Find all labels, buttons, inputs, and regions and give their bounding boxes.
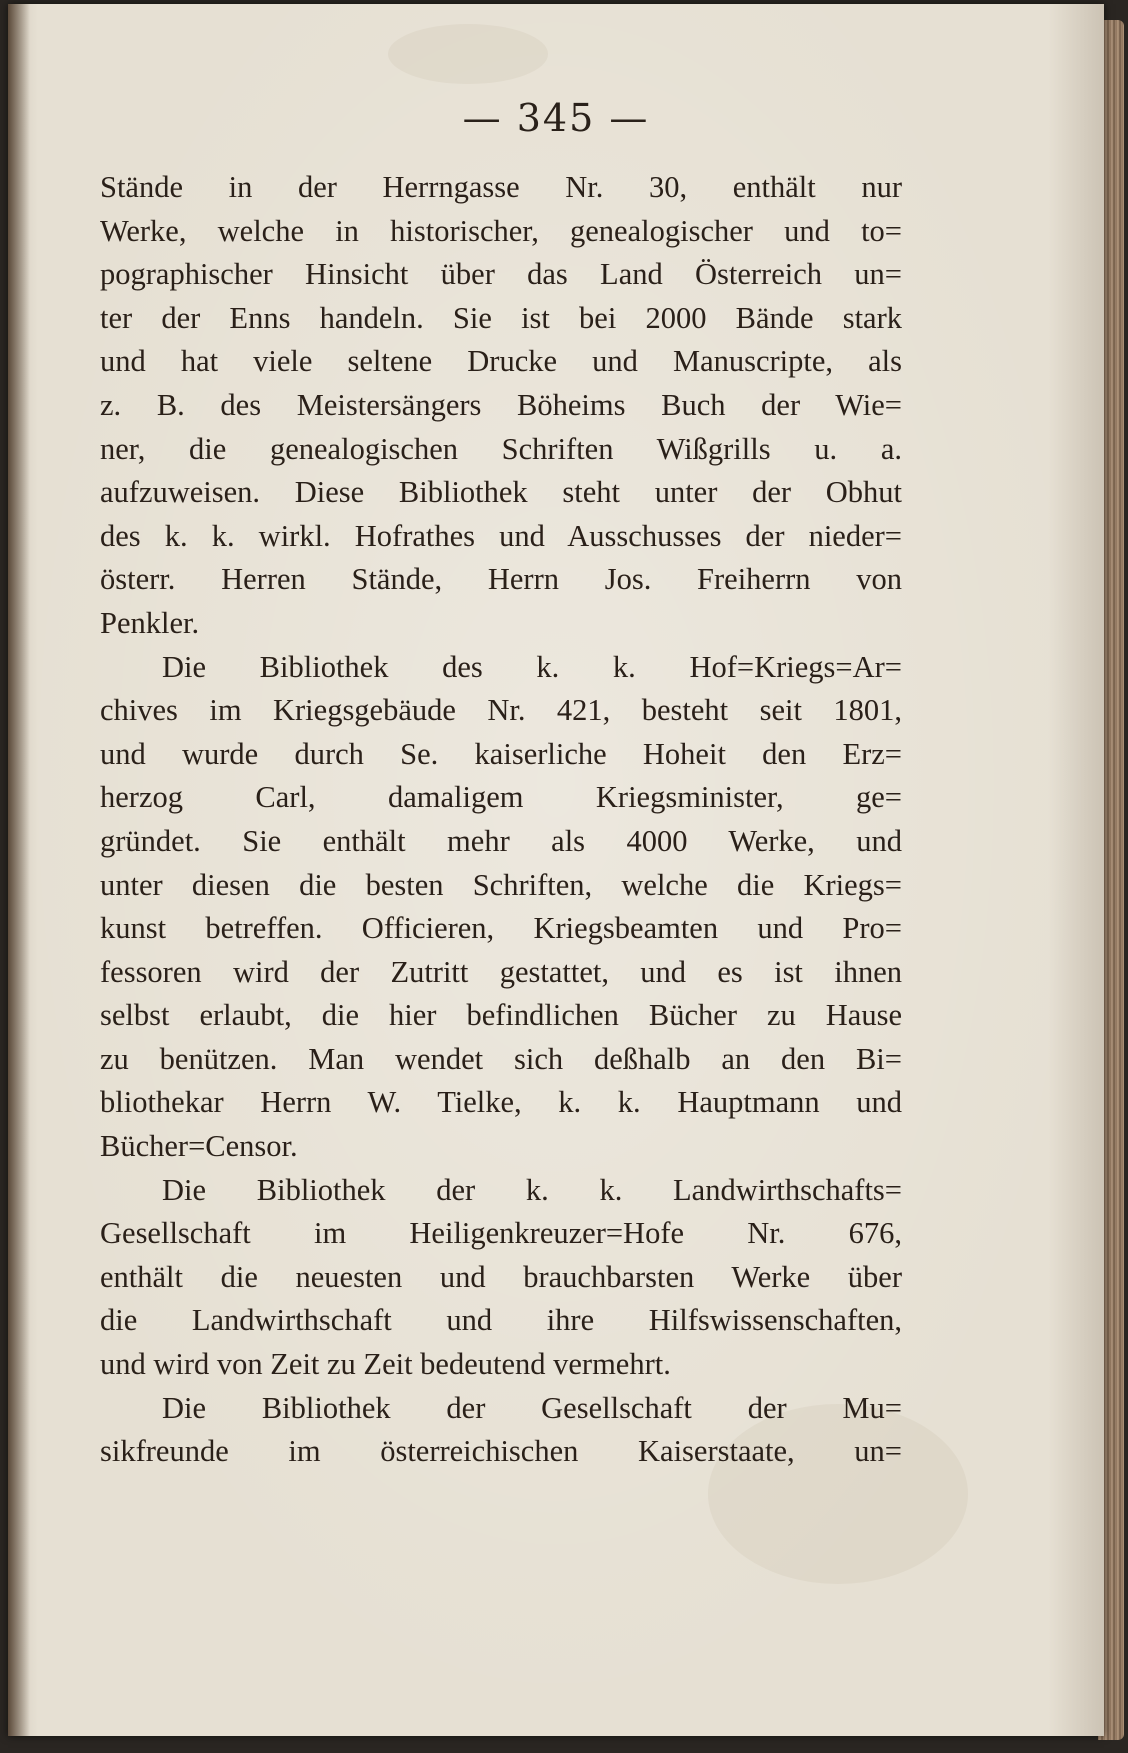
text-line: selbst erlaubt, die hier befindlichen Bücher zu Hause (100, 998, 902, 1033)
text-line: und hat viele seltene Drucke und Manuscripte, als (100, 344, 902, 379)
book-page (8, 4, 1104, 1736)
text-line: zu benützen. Man wendet sich deßhalb an den Bi= (100, 1041, 902, 1076)
text-line: Die Bibliothek des k. k. Hof=Kriegs=Ar= (162, 649, 902, 684)
body-text (100, 166, 902, 1474)
text-line: Die Bibliothek der Gesellschaft der Mu= (162, 1390, 902, 1425)
text-line: gründet. Sie enthält mehr als 4000 Werke, und (100, 823, 902, 858)
text-line: österr. Herren Stände, Herrn Jos. Freiherrn von (100, 562, 902, 597)
text-line: ner, die genealogischen Schriften Wißgrills u. a. (100, 431, 902, 466)
text-line: Die Bibliothek der k. k. Landwirthschafts= (162, 1172, 902, 1207)
text-line: und wird von Zeit zu Zeit bedeutend vermehrt. (100, 1347, 671, 1382)
text-line: herzog Carl, damaligem Kriegsminister, ge= (100, 780, 902, 815)
text-line: ter der Enns handeln. Sie ist bei 2000 Bände stark (100, 300, 902, 335)
paper-stain (388, 24, 548, 84)
spine-shadow (8, 4, 30, 1736)
text-line: kunst betreffen. Officieren, Kriegsbeamten und Pro= (100, 911, 902, 946)
page-number: — 345 — (462, 96, 650, 140)
text-line: Stände in der Herrngasse Nr. 30, enthält nur (100, 170, 902, 204)
text-line: und wurde durch Se. kaiserliche Hoheit den Erz= (100, 736, 902, 771)
text-line: unter diesen die besten Schriften, welche die Kriegs= (100, 867, 902, 902)
text-line: enthält die neuesten und brauchbarsten Werke über (100, 1259, 902, 1294)
text-line: die Landwirthschaft und ihre Hilfswissenschaften, (100, 1303, 902, 1338)
text-line: chives im Kriegsgebäude Nr. 421, besteht seit 1801, (100, 693, 902, 728)
text-line: Penkler. (100, 605, 200, 640)
text-line: sikfreunde im österreichischen Kaiserstaate, un= (100, 1434, 902, 1469)
text-line: pographischer Hinsicht über das Land Österreich un= (100, 257, 902, 292)
text-line: Gesellschaft im Heiligenkreuzer=Hofe Nr. 676, (100, 1216, 902, 1251)
text-line: z. B. des Meistersängers Böheims Buch der Wie= (100, 387, 902, 422)
text-line: des k. k. wirkl. Hofrathes und Ausschusses der nieder= (100, 518, 902, 553)
text-line: bliothekar Herrn W. Tielke, k. k. Hauptmann und (100, 1085, 902, 1120)
text-line: Werke, welche in historischer, genealogischer und to= (100, 213, 902, 248)
text-line: aufzuweisen. Diese Bibliothek steht unter der Obhut (100, 475, 902, 510)
text-line: Bücher=Censor. (100, 1129, 298, 1164)
text-line: fessoren wird der Zutritt gestattet, und es ist ihnen (100, 954, 902, 989)
